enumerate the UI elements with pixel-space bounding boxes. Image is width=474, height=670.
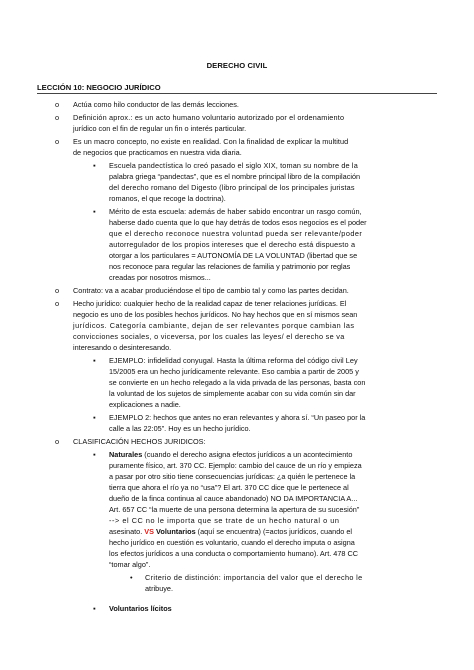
text-line: se convierte en un hecho relegado a la vida privada de las personas, basta con xyxy=(109,378,366,387)
text-line xyxy=(109,451,352,458)
text-line: Contrato: va a acabar produciéndose el tipo de cambio tal y como las partes decidan. xyxy=(73,286,349,295)
text-line: puramente físico, art. 370 CC. Ejemplo: cambio del cauce de un río y empieza xyxy=(109,461,362,470)
text-line: romanos, el que recoge la doctrina). xyxy=(109,194,226,203)
bullet-o: o xyxy=(55,113,60,122)
text-line: Art. 657 CC “la muerte de una persona determina la apertura de su sucesión” xyxy=(109,505,360,514)
bullet-dot: • xyxy=(130,573,133,582)
bullet-o: o xyxy=(55,299,60,308)
text-line: CLASIFICACIÓN HECHOS JURIDICOS: xyxy=(73,437,206,446)
vs-marker: VS xyxy=(144,527,155,536)
text-line: “tomar algo”. xyxy=(109,560,151,569)
text-line: otorgar a los particulares = AUTONOMÍA DE LA VOLUNTAD (libertad que se xyxy=(109,251,358,260)
text-line: --> el CC no le importa que se trate de un hecho natural o un xyxy=(109,516,340,525)
text-line: jurídicos. Categoría cambiante, dejan de ser relevantes porque cambian las xyxy=(73,321,355,330)
text-line: palabra griega “pandectas”, que es el nombre principal libro de la compilación xyxy=(109,172,361,181)
bullet-square: ▪ xyxy=(93,356,96,365)
text-line: Actúa como hilo conductor de las demás lecciones. xyxy=(73,100,239,109)
text-line: de negocios que practicamos en nuestra vida diaria. xyxy=(73,148,242,157)
text-line: creadas por nosotros mismos... xyxy=(109,273,211,282)
document-title: DERECHO CIVIL xyxy=(206,61,268,70)
text-line: a pasar por otro sitio tiene consecuencias jurídicas: ¿a quién le pertenece la xyxy=(109,472,356,481)
bullet-o: o xyxy=(55,100,60,109)
text-line: interesando o desinteresando. xyxy=(73,343,172,352)
text-line: tierra que ahora el río ya no “usa”? El art. 370 CC dice que le pertenece al xyxy=(109,483,349,492)
text-line: nos reconoce para regular las relaciones de familia y patrimonio por reglas xyxy=(109,262,351,271)
bullet-square: ▪ xyxy=(93,161,96,170)
heading-underline xyxy=(37,93,437,94)
text-line: la voluntad de los sujetos de simplemente acabar con su vida común sin dar xyxy=(109,389,356,398)
text-line: que el derecho reconoce nuestra voluntad pueda ser relevante/poder xyxy=(109,229,363,238)
text-line: haberse dado cuenta que lo que hay detrás de todos esos negocios es el poder xyxy=(109,218,367,227)
bullet-square: ▪ xyxy=(93,450,96,459)
voluntarios-label: Voluntarios xyxy=(154,527,196,536)
text-line xyxy=(109,528,352,535)
text-line: EJEMPLO 2: hechos que antes no eran relevantes y ahora sí. “Un paseo por la xyxy=(109,413,366,422)
bullet-o: o xyxy=(55,437,60,446)
text-line: EJEMPLO: infidelidad conyugal. Hasta la última reforma del código civil Ley xyxy=(109,356,358,365)
bullet-o: o xyxy=(55,137,60,146)
text-line: convicciones sociales, o viceversa, por los cuales las leyes/ el derecho se va xyxy=(73,332,345,341)
text-line: hecho jurídico en cuestión es voluntario, cuando el derecho imputa o asigna xyxy=(109,538,355,547)
text-line: autorregulador de los propios intereses que el derecho está dispuesto a xyxy=(109,240,356,249)
text-line: del derecho romano del Digesto (libro principal de los principales juristas xyxy=(109,183,355,192)
naturales-text: (cuando el derecho asigna efectos jurídicos a un acontecimiento xyxy=(142,450,353,459)
naturales-label: Naturales xyxy=(109,450,143,459)
voluntarios-licitos-label: Voluntarios lícitos xyxy=(109,604,172,613)
bullet-square: ▪ xyxy=(93,604,96,613)
asesinato-text: asesinato. xyxy=(109,527,145,536)
lesson-heading: LECCIÓN 10: NEGOCIO JURÍDICO xyxy=(37,83,161,92)
text-line: Criterio de distinción: importancia del valor que el derecho le xyxy=(145,573,363,582)
bullet-o: o xyxy=(55,286,60,295)
text-line: Hecho jurídico: cualquier hecho de la realidad capaz de tener relaciones jurídicas. El xyxy=(73,299,347,308)
voluntarios-text: (aquí se encuentra) (=actos jurídicos, cuando el xyxy=(195,527,353,536)
text-line: Escuela pandectística lo creó pasado el siglo XIX, toman su nombre de la xyxy=(109,161,358,170)
text-line: Mérito de esta escuela: además de haber sabido encontrar un rasgo común, xyxy=(109,207,362,216)
text-line: dueño de la finca continua al cauce abandonado) NO DA IMPORTANCIA A... xyxy=(109,494,358,503)
text-line: jurídico con el fin de regular un fin o interés particular. xyxy=(73,124,247,133)
text-line: explicaciones a nadie. xyxy=(109,400,181,409)
text-line: negocio es uno de los posibles hechos jurídicos. No hay hechos que en sí mismos sean xyxy=(73,310,358,319)
text-line: los efectos jurídicos a una conducta o comportamiento humano). Art. 478 CC xyxy=(109,549,359,558)
text-line: calle a las 22:05”. Hoy es un hecho jurídico. xyxy=(109,424,251,433)
text-line: 15/2005 era un hecho jurídicamente relevante. Eso cambia a partir de 2005 y xyxy=(109,367,359,376)
text-line: atribuye. xyxy=(145,584,173,593)
bullet-square: ▪ xyxy=(93,207,96,216)
bullet-square: ▪ xyxy=(93,413,96,422)
text-line: Definición aprox.: es un acto humano voluntario autorizado por el ordenamiento xyxy=(73,113,345,122)
text-line: Es un macro concepto, no existe en realidad. Con la finalidad de explicar la multitud xyxy=(73,137,349,146)
